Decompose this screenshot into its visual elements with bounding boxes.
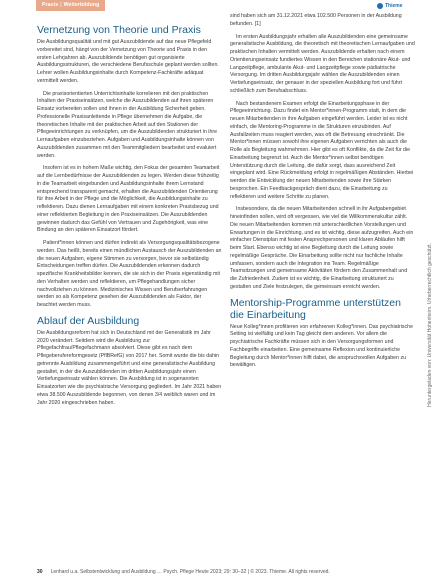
paragraph: sind haben sich am 31.12.2021 etwa 102.500 Personen in der Ausbildung befunden. [1] — [230, 13, 402, 27]
page-footer — [37, 568, 417, 576]
paragraph: Die Ausbildungsreform hat sich in Deutschland mit der Generalistik im Jahr 2020 verändert. Seitdem wird die Ausbildung zur Pflegefachfrau/Pflegefachmann absolviert. Diese gibt es nach dem Pflegeberufereformgesetz (PflBRefG) von 2017 her. Somit wurde die bis dahin getrennte Ausbildung zusammengeführt und eine generalistische Ausbildung gestaltet, in der die Auszubildenden im dritten Ausbildungsjahr einen Vertiefungseinsatz wählen können. Die Ausbildung ist in sogenannten Einsatzorten wie die psychiatrische Versorgung gegliedert. Im Jahr 2021 haben etwa 38.500 Auszubildende begonnen, von denen 3/4 weiblich waren und im Jahr 2020 eingeschrieben haben. — [37, 329, 222, 406]
publisher-name: Thieme — [385, 2, 403, 9]
paragraph: Patient*innen können und dürfen indirekt als Versorgungsqualitätsbezogene werden. Das heißt, bereits einen mündlichen Austausch der Auszubildenden an die neuen Aufgaben, eigene Stimmen zu versorgen, bevor sie selbständig Entscheidungen treffen dürfen. Die Auszubildenden erkennen dadurch spezifische Krankheitsbilder kennen, die sie sich in der Praxis eigenständig mit den Verhalten werden und reflektieren, um Pflegehandlungen sicher nachvollziehen zu können. Medizinisches Wissen und Berufserfahrungen werden so als Kompetenz gesehen der Auszubildenden als Faktor, der beachtet werden muss. — [37, 240, 222, 308]
section-heading: Vernetzung von Theorie und Praxis — [37, 24, 201, 36]
paragraph: Insbesondere, da die neuen Mitarbeitenden schnell in ihr Aufgabengebiet hineinfinden sollen, wird oft vergessen, wie viel die Willkommenskultur zählt. Die neuen Mitarbeitenden kommen mit unterschiedlichen Vorstellungen und Erwartungen in die Einrichtung, und es ist wichtig, diese aufzugreifen. Auch ein einfacher Dienstplan mit festen Ansprechpersonen und klaren Abläufen hilft beim Start. Ebenso wichtig ist eine Begleitung durch die Leitung sowie regelmäßige Gespräche. Die Einarbeitung sollte nicht nur fachliche Inhalte umfassen, sondern auch die Integration ins Team. Regelmäßige Teamsitzungen und gemeinsame Aktivitäten fördern den Zusammenhalt und die Zufriedenheit. Zudem ist es wichtig, die Einarbeitung strukturiert zu gestalten und Ziele festzulegen, die gemeinsam erreicht werden. — [230, 206, 414, 290]
section-name: Weiterbildung — [63, 2, 100, 8]
paragraph: Neue Kolleg*innen profitieren von erfahrenen Kolleg*innen. Das psychiatrische Setting ist vielfältig und kein Tag gleicht dem anderen. Vor allem die psychiatrische Fachkräfte müssen sich in den Versorgungsformen und Fachbegriffe einarbeiten. Eine gemeinsame Reflexion und kontinuierliche Begleitung durch Mentor*innen hilft dabei, die anspruchsvollen Aufgaben zu bewältigen. — [230, 323, 413, 369]
paragraph: Die praxisorientierten Unterrichtsinhalte korrelieren mit den praktischen Inhalten der Praxiseinsätzen, welche die Auszubildenden auf ihren späteren Einsatz vorbereiten sollen und ihnen in der Ausbildung Sicherheit geben. Professionelle Praxisanleitende in Pflege übernehmen die Aufgabe, die theoretischen Inhalte mit der praktischen Arbeit auf den Stationen der Pflegeeinrichtungen zu verknüpfen, um die Auszubildenden strukturiert in ihre Lernaufgaben einzubeziehen. Aufgaben und Ausbildungsinhalte können von Auszubildenden zusammen mit den Teammitgliedern bearbeitet und evaluiert werden. — [37, 90, 218, 159]
section-heading: Mentorship-Programme unterstützen die Einarbeitung — [230, 296, 401, 321]
publisher-logo-icon — [377, 3, 383, 9]
paragraph: Nach bestandenem Examen erfolgt die Einarbeitungsphase in der Pflegeeinrichtung. Dazu findet ein Mentor*innen-Programm statt, in dem die neuen Mitarbeitenden in ihre Aufgaben eingeführt werden. Leider ist es nicht einfach, die Mentoring-Programme in die Strukturen einzubinden. Auf Ausfallzeiten muss reagiert werden, was oft die Betreuung einschränkt. Die Mentor*innen müssen sowohl ihre eigenen Aufgaben verrichten als auch die Rolle als Begleitung wahrnehmen. Hier gibt es oft Konflikte, da die Zeit für die Einarbeitung begrenzt ist. Auch die Mentor*innen selbst benötigen Unterstützung durch die Leitung, die dafür sorgt, dass ausreichend Zeit eingeplant wird. Eine Rückmeldung erfolgt in regelmäßigen Abständen. Hierbei werden die Entwicklung der neuen Mitarbeitenden sowie ihre Stärken besprochen. Ein Feedbackgespräch dient dazu, die Einarbeitung zu reflektieren und weitere Schritte zu planen. — [230, 100, 414, 200]
paragraph: Insofern ist es in hohem Maße wichtig, den Fokus der gesamten Teamarbeit auf die Lernbedürfnisse der Auszubildenden zu legen. Werden diese frühzeitig in die Teamarbeit eingebunden und Ausbildungsinhalte ihrem Lernstand entsprechend transparent gemacht, erhalten die Auszubildenden Orientierung für ihre Arbeit in der Pflege und die Möglichkeit, die Ausbildungsinhalte zu reflektieren. Dazu dienen Lernaufgaben mit einem konkreten Praxisbezug und einer reflektierten Begleitung in den Praxiseinsätzen. Die Auszubildenden gewinnen dadurch das Gefühl von Vertrauen und Zugehörigkeit, was eine Bindung an den späteren Einsatzort fördert. — [37, 165, 220, 234]
download-notice-text: Heruntergeladen von: Universität Hohenheim. Urheberrechtlich geschützt. — [427, 243, 434, 407]
left-column — [37, 24, 222, 412]
citation: Lenhard u.a. Selbstentwicklung und Ausbildung … Psych. Pflege Heute 2023; 29: 30–32 | © 2023. Thieme. All rights reserved. — [50, 569, 330, 575]
section-heading: Ablauf der Ausbildung — [37, 314, 140, 327]
section-tag — [36, 0, 105, 11]
download-notice — [422, 200, 438, 450]
header-bar — [0, 0, 446, 11]
page-number: 30 — [37, 569, 43, 575]
right-column — [230, 13, 415, 375]
paragraph: Im ersten Ausbildungsjahr erhalten alle Auszubildenden eine gemeinsame generalistische Ausbildung, die theoretisch mit theoretischen Lernaufgaben und praktischen Inhalten vermittelt werden. Auszubildende erhalten nach einem Orientierungseinsatz fundiertes Wissen in den Bereichen stationäre Akut- und Langzeitpflege, ambulante Akut- und Langzeitpflege sowie pädiatrische Versorgung. Im dritten Ausbildungsjahr wählen die Auszubildenden einen Vertiefungseinsatz, der genauer in der speziellen Ausbildung fort und führt schließlich zum Berufsabschluss. — [230, 33, 415, 94]
paragraph: Die Ausbildungsqualität und mit gut Auszubildende auf das neue Pflegefeld vorbereitet sind, hängt von der Vernetzung von Theorie und Praxis in den ersten Lehrjahren ab. Auszubildende benötigen gut organisierte Ausbildungsstrukturen, die verschiedene Berufsschule geplant werden sollten. Lehrer wollen Ausbildungsinhalte durch Kompetenz-Fachkräfte adäquat vermittelt werden. — [37, 39, 219, 84]
section-label: Praxis — [42, 2, 59, 8]
publisher-logo — [377, 1, 409, 10]
section-separator: | — [60, 2, 62, 8]
